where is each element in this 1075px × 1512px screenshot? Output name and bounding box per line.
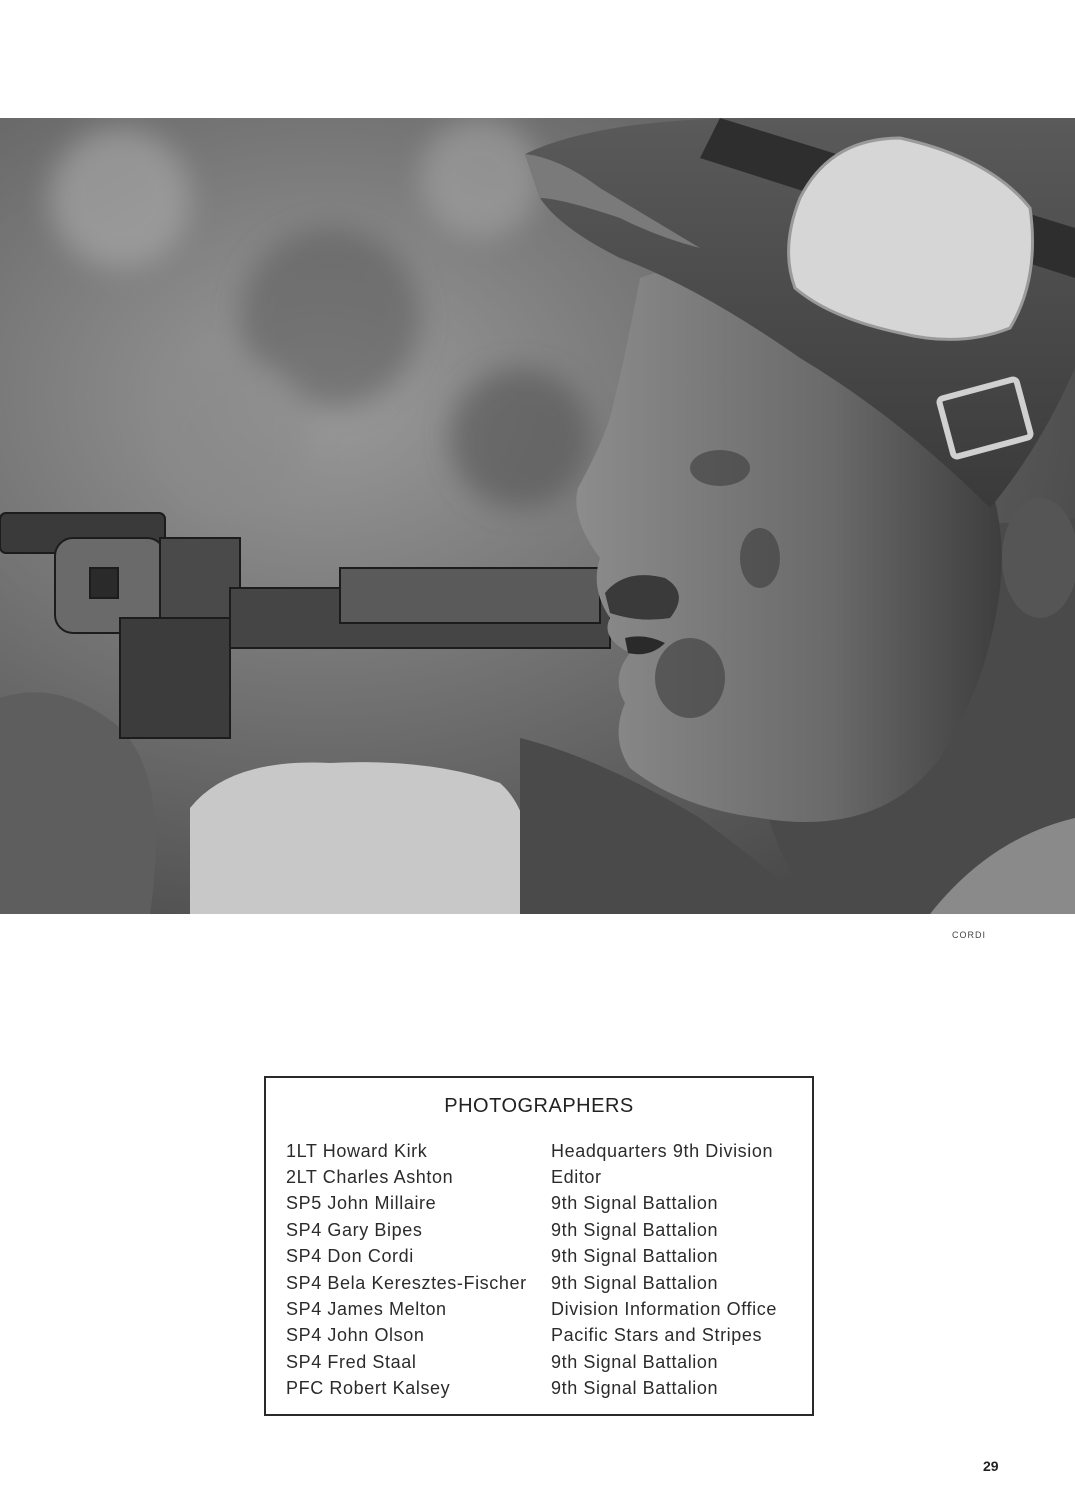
photo-credit: CORDI bbox=[952, 930, 986, 940]
photographer-name: SP4 Don Cordi bbox=[286, 1246, 414, 1267]
photographer-name: SP4 John Olson bbox=[286, 1325, 425, 1346]
photographer-row bbox=[286, 1138, 802, 1164]
page-number: 29 bbox=[983, 1458, 999, 1474]
photographer-row bbox=[286, 1217, 802, 1243]
photographer-row bbox=[286, 1376, 802, 1402]
photographer-unit: 9th Signal Battalion bbox=[551, 1246, 719, 1267]
photographer-unit: 9th Signal Battalion bbox=[551, 1378, 719, 1399]
photographer-name: SP4 Fred Staal bbox=[286, 1351, 417, 1372]
photographer-unit: Division Information Office bbox=[551, 1299, 777, 1320]
photographer-unit: 9th Signal Battalion bbox=[551, 1351, 719, 1372]
soldier-photo bbox=[0, 118, 1075, 914]
photographer-row bbox=[286, 1323, 802, 1349]
photographers-list bbox=[286, 1138, 802, 1402]
photographer-unit: 9th Signal Battalion bbox=[551, 1219, 719, 1240]
photographers-title: PHOTOGRAPHERS bbox=[444, 1095, 634, 1117]
photographer-row bbox=[286, 1296, 802, 1322]
photographer-name: SP4 Gary Bipes bbox=[286, 1219, 423, 1240]
photographer-unit: Headquarters 9th Division bbox=[551, 1140, 774, 1161]
photographer-unit: 9th Signal Battalion bbox=[551, 1272, 719, 1293]
photographer-row bbox=[286, 1270, 802, 1296]
photographer-unit: Editor bbox=[551, 1167, 602, 1188]
soldier-photo-illustration bbox=[0, 118, 1075, 914]
photographer-row bbox=[286, 1164, 802, 1190]
photographer-unit: Pacific Stars and Stripes bbox=[551, 1325, 763, 1346]
photographer-name: SP4 James Melton bbox=[286, 1299, 447, 1320]
photographer-name: 2LT Charles Ashton bbox=[286, 1167, 454, 1188]
photographer-row bbox=[286, 1244, 802, 1270]
photographer-row bbox=[286, 1191, 802, 1217]
photographer-name: PFC Robert Kalsey bbox=[286, 1378, 451, 1399]
photographer-unit: 9th Signal Battalion bbox=[551, 1193, 719, 1214]
photographer-name: SP5 John Millaire bbox=[286, 1193, 437, 1214]
photographer-name: 1LT Howard Kirk bbox=[286, 1140, 428, 1161]
photographer-row bbox=[286, 1349, 802, 1375]
photographers-box bbox=[264, 1076, 814, 1416]
photographer-name: SP4 Bela Keresztes-Fischer bbox=[286, 1272, 527, 1293]
